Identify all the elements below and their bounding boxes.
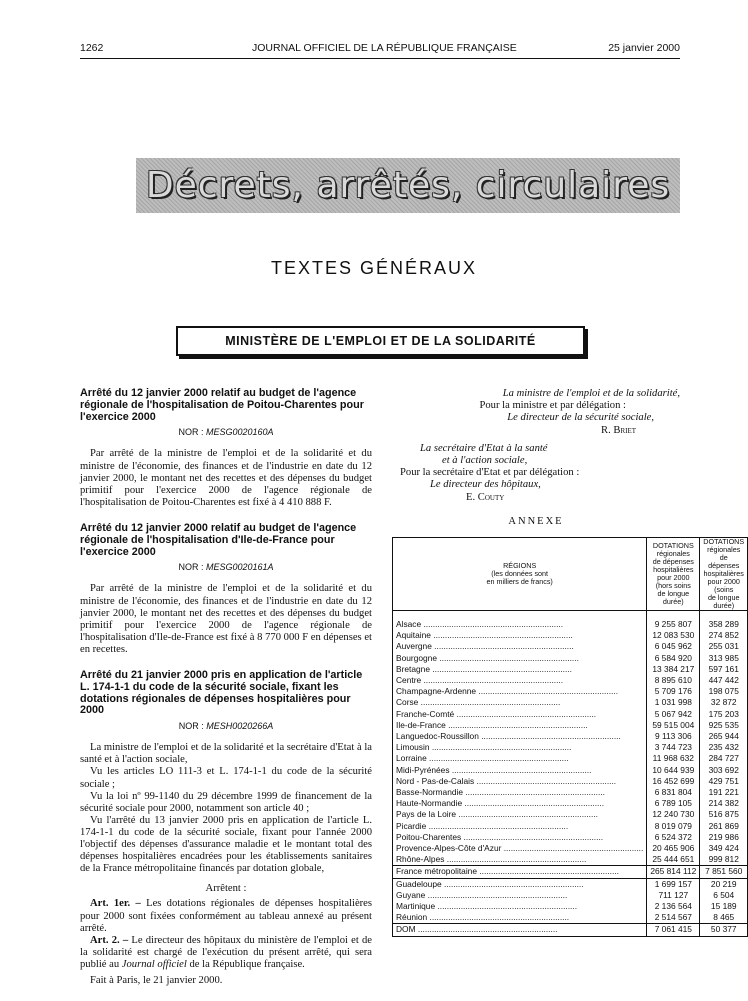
dotation-hors-sld-cell: 6 789 105 bbox=[647, 798, 700, 809]
art2-label: Art. 2. – bbox=[90, 934, 129, 946]
region-cell: Lorraine ............................................................ bbox=[393, 753, 647, 764]
issue-date: 25 janvier 2000 bbox=[608, 42, 680, 54]
article-2 bbox=[80, 523, 372, 656]
done-at: Fait à Paris, le 21 janvier 2000. bbox=[90, 974, 223, 986]
region-cell: Poitou-Charentes ............................................................ bbox=[393, 832, 647, 843]
signature-block-2 bbox=[392, 443, 680, 504]
dotation-hors-sld-cell: 3 744 723 bbox=[647, 742, 700, 753]
dotation-sld-cell: 255 031 bbox=[700, 641, 748, 652]
journal-ref: Journal officiel bbox=[121, 958, 187, 970]
page-header bbox=[80, 42, 680, 58]
region-cell: Réunion ............................................................ bbox=[393, 912, 647, 924]
preamble-para: La ministre de l'emploi et de la solidarité et la secrétaire d'Etat à la santé et à l'action sociale, bbox=[80, 742, 372, 766]
dotation-hors-sld-cell: 711 127 bbox=[647, 890, 700, 901]
dotation-hors-sld-cell: 6 524 372 bbox=[647, 832, 700, 843]
dotation-hors-sld-cell: 2 136 564 bbox=[647, 901, 700, 912]
dotation-sld-cell: 219 986 bbox=[700, 832, 748, 843]
article-body: Par arrêté de la ministre de l'emploi et de la solidarité et du ministre de l'économie, des finances et de l'industrie en date du 12 janvier 2000, le montant net des recettes et des dépenses du budget primitif pour l'exercice 2000 de l'agence régionale de l'hospitalisation d'Ile-de-France est fixé à 8 770 000 F en dépenses et en recettes. bbox=[80, 583, 372, 655]
dotation-sld-cell: 20 219 bbox=[700, 878, 748, 890]
table-row bbox=[393, 854, 748, 866]
dotation-sld-cell: 191 221 bbox=[700, 787, 748, 798]
dotation-sld-cell: 265 944 bbox=[700, 731, 748, 742]
signature-block-1 bbox=[392, 388, 680, 437]
region-cell: Languedoc-Roussillon ............................................................ bbox=[393, 731, 647, 742]
dotation-hors-sld-cell: 1 031 998 bbox=[647, 697, 700, 708]
table-row bbox=[393, 890, 748, 901]
table-row bbox=[393, 641, 748, 652]
region-cell: Centre ............................................................ bbox=[393, 675, 647, 686]
region-cell: DOM ............................................................ bbox=[393, 924, 647, 936]
table-row bbox=[393, 809, 748, 820]
total-row-dom bbox=[393, 924, 748, 936]
dotation-sld-cell: 8 465 bbox=[700, 912, 748, 924]
region-cell: Basse-Normandie ............................................................ bbox=[393, 787, 647, 798]
right-column bbox=[392, 388, 680, 528]
dotation-hors-sld-cell: 12 083 530 bbox=[647, 630, 700, 641]
dotation-sld-cell: 303 692 bbox=[700, 765, 748, 776]
article-body: Par arrêté de la ministre de l'emploi et de la solidarité et du ministre de l'économie, des finances et de l'industrie en date du 12 janvier 2000, le montant net des recettes et des dépenses du budget primitif pour l'exercice 2000 de l'agence régionale de l'hospitalisation de Poitou-Charentes est fixé à 4 410 888 F. bbox=[80, 448, 372, 508]
director-title: Le directeur des hôpitaux, bbox=[430, 479, 541, 491]
signatory-name: R. Briet bbox=[601, 424, 636, 436]
table-row bbox=[393, 664, 748, 675]
table-row bbox=[393, 821, 748, 832]
article-1-para: Art. 1er. – Les dotations régionales de dépenses hospitalières pour 2000 sont fixées conformément au tableau annexé au présent arrêté. bbox=[80, 898, 373, 934]
signatory-title: La ministre de l'emploi et de la solidarité, bbox=[502, 388, 680, 399]
dotation-sld-cell: 597 161 bbox=[700, 664, 748, 675]
table-row bbox=[393, 787, 748, 798]
table-row bbox=[393, 798, 748, 809]
table-row bbox=[393, 731, 748, 742]
visa-para: Vu la loi nº 99-1140 du 29 décembre 1999 de financement de la sécurité sociale pour 2000, notamment son article 40 ; bbox=[80, 790, 372, 814]
dotation-hors-sld-cell: 9 113 306 bbox=[647, 731, 700, 742]
table-row bbox=[393, 697, 748, 708]
article-3 bbox=[80, 670, 372, 987]
dotation-sld-cell: 198 075 bbox=[700, 686, 748, 697]
table-row bbox=[393, 720, 748, 731]
dotation-sld-cell: 7 851 560 bbox=[700, 866, 748, 878]
arretent: Arrêtent : bbox=[205, 883, 247, 895]
dotation-sld-cell: 214 382 bbox=[700, 798, 748, 809]
header-rule bbox=[80, 58, 680, 59]
table-row bbox=[393, 765, 748, 776]
dotation-sld-cell: 429 751 bbox=[700, 776, 748, 787]
dotation-hors-sld-cell: 6 045 962 bbox=[647, 641, 700, 652]
dotation-sld-cell: 32 872 bbox=[700, 697, 748, 708]
region-cell: Ile-de-France ............................................................ bbox=[393, 720, 647, 731]
dotation-sld-cell: 274 852 bbox=[700, 630, 748, 641]
nor-reference: NOR : MESG0020160A bbox=[178, 427, 274, 438]
dotation-hors-sld-cell: 265 814 112 bbox=[647, 866, 700, 878]
nor-code: MESH0020266A bbox=[206, 721, 274, 732]
table-row bbox=[393, 742, 748, 753]
delegation: Pour la secrétaire d'Etat et par délégation : bbox=[400, 467, 580, 479]
dotation-hors-sld-cell: 59 515 004 bbox=[647, 720, 700, 731]
dotation-hors-sld-cell: 25 444 651 bbox=[647, 854, 700, 866]
spacer-cell bbox=[393, 611, 647, 620]
dotation-hors-sld-cell: 5 067 942 bbox=[647, 709, 700, 720]
region-cell: Corse ............................................................ bbox=[393, 697, 647, 708]
nor-reference: NOR : MESG0020161A bbox=[178, 562, 274, 573]
region-cell: Picardie ............................................................ bbox=[393, 821, 647, 832]
spacer-cell bbox=[700, 611, 748, 620]
signatory-title-2: et à l'action sociale, bbox=[442, 455, 528, 467]
dotation-hors-sld-cell: 5 709 176 bbox=[647, 686, 700, 697]
table-row bbox=[393, 753, 748, 764]
region-cell: Franche-Comté ............................................................ bbox=[393, 709, 647, 720]
spacer-cell bbox=[647, 611, 700, 620]
dotation-sld-cell: 358 289 bbox=[700, 619, 748, 630]
header-dotation-hors-sld: DOTATIONS régionales de dépenses hospitalières pour 2000 (hors soins de longue durée) bbox=[647, 538, 700, 611]
dotation-hors-sld-cell: 6 831 804 bbox=[647, 787, 700, 798]
article-title: Arrêté du 12 janvier 2000 relatif au budget de l'agence régionale de l'hospitalisation d'Ile-de-France pour l'exercice 2000 bbox=[80, 521, 357, 558]
table-row bbox=[393, 619, 748, 630]
region-cell: Alsace ............................................................ bbox=[393, 619, 647, 630]
ministry-box bbox=[176, 326, 585, 356]
delegation: Pour la ministre et par délégation : bbox=[479, 400, 626, 412]
total-row-metropole bbox=[393, 866, 748, 878]
table-row bbox=[393, 912, 748, 924]
nor-reference: NOR : MESH0020266A bbox=[178, 721, 274, 732]
dotation-sld-cell: 313 985 bbox=[700, 653, 748, 664]
signatory-name: E. Couty bbox=[466, 491, 505, 503]
dotation-hors-sld-cell: 13 384 217 bbox=[647, 664, 700, 675]
region-cell: Martinique ............................................................ bbox=[393, 901, 647, 912]
dotation-hors-sld-cell: 9 255 807 bbox=[647, 619, 700, 630]
annexe-title: ANNEXE bbox=[508, 515, 564, 527]
dotation-sld-cell: 447 442 bbox=[700, 675, 748, 686]
region-cell: France métropolitaine ............................................................ bbox=[393, 866, 647, 878]
header-dotation-sld: DOTATIONS régionales de dépenses hospitalières pour 2000 (soins de longue durée) bbox=[700, 538, 748, 611]
annexe-body bbox=[393, 611, 748, 937]
table-row bbox=[393, 878, 748, 890]
dotation-hors-sld-cell: 16 452 699 bbox=[647, 776, 700, 787]
dotation-sld-cell: 15 189 bbox=[700, 901, 748, 912]
banner-title: Décrets, arrêtés, circulaires bbox=[145, 165, 671, 206]
dotation-hors-sld-cell: 8 895 610 bbox=[647, 675, 700, 686]
region-cell: Bretagne ............................................................ bbox=[393, 664, 647, 675]
section-banner bbox=[136, 158, 680, 213]
dotation-hors-sld-cell: 20 465 906 bbox=[647, 843, 700, 854]
dotation-hors-sld-cell: 2 514 567 bbox=[647, 912, 700, 924]
article-title: Arrêté du 21 janvier 2000 pris en application de l'article L. 174-1-1 du code de la sécurité sociale, fixant les dotations régionales de dépenses hospitalières pour 2000 bbox=[80, 669, 363, 717]
table-row bbox=[393, 630, 748, 641]
left-column bbox=[80, 388, 372, 1001]
nor-code: MESG0020160A bbox=[205, 427, 274, 438]
dotation-hors-sld-cell: 10 644 939 bbox=[647, 765, 700, 776]
article-1 bbox=[80, 388, 372, 509]
visa-para: Vu les articles LO 111-3 et L. 174-1-1 du code de la sécurité sociale ; bbox=[80, 766, 372, 790]
dotation-hors-sld-cell: 1 699 157 bbox=[647, 878, 700, 890]
table-row bbox=[393, 843, 748, 854]
dotation-sld-cell: 261 869 bbox=[700, 821, 748, 832]
dotation-sld-cell: 175 203 bbox=[700, 709, 748, 720]
table-row bbox=[393, 686, 748, 697]
table-header-row bbox=[393, 538, 748, 611]
table-row bbox=[393, 901, 748, 912]
region-cell: Guyane ............................................................ bbox=[393, 890, 647, 901]
header-region: RÉGIONS (les données sont en milliers de francs) bbox=[393, 538, 647, 611]
page-number: 1262 bbox=[80, 42, 104, 54]
table-row bbox=[393, 709, 748, 720]
dotation-sld-cell: 999 812 bbox=[700, 854, 748, 866]
table-row bbox=[393, 832, 748, 843]
annexe-table bbox=[392, 537, 748, 937]
region-cell: Auvergne ............................................................ bbox=[393, 641, 647, 652]
journal-title: JOURNAL OFFICIEL DE LA RÉPUBLIQUE FRANÇAISE bbox=[252, 42, 517, 54]
section-title: TEXTES GÉNÉRAUX bbox=[270, 258, 478, 278]
signatory-title: La secrétaire d'Etat à la santé bbox=[420, 442, 548, 454]
dotation-sld-cell: 349 424 bbox=[700, 843, 748, 854]
region-cell: Haute-Normandie ............................................................ bbox=[393, 798, 647, 809]
region-cell: Rhône-Alpes ............................................................ bbox=[393, 854, 647, 866]
dotation-hors-sld-cell: 8 019 079 bbox=[647, 821, 700, 832]
region-cell: Champagne-Ardenne ............................................................ bbox=[393, 686, 647, 697]
ministry-name: MINISTÈRE DE L'EMPLOI ET DE LA SOLIDARITÉ bbox=[225, 334, 536, 348]
dotation-hors-sld-cell: 12 240 730 bbox=[647, 809, 700, 820]
region-cell: Guadeloupe ............................................................ bbox=[393, 878, 647, 890]
region-cell: Nord - Pas-de-Calais ............................................................ bbox=[393, 776, 647, 787]
dotation-sld-cell: 50 377 bbox=[700, 924, 748, 936]
dotation-sld-cell: 284 727 bbox=[700, 753, 748, 764]
visa-para: Vu l'arrêté du 13 janvier 2000 pris en application de l'article L. 174-1-1 du code de la sécurité sociale, fixant pour l'année 2000 l'objectif des dépenses d'assurance maladie et le montant total des dépenses hospitalières encadrées pour les établissements sanitaires de la France métropolitaine financés par dotation globale, bbox=[80, 814, 372, 875]
spacer-row bbox=[393, 611, 748, 620]
table-row bbox=[393, 653, 748, 664]
director-title: Le directeur de la sécurité sociale, bbox=[507, 412, 654, 424]
dotation-hors-sld-cell: 7 061 415 bbox=[647, 924, 700, 936]
region-cell: Bourgogne ............................................................ bbox=[393, 653, 647, 664]
dotation-sld-cell: 516 875 bbox=[700, 809, 748, 820]
table-row bbox=[393, 776, 748, 787]
dotation-sld-cell: 925 535 bbox=[700, 720, 748, 731]
region-cell: Aquitaine ............................................................ bbox=[393, 630, 647, 641]
dotation-hors-sld-cell: 11 968 632 bbox=[647, 753, 700, 764]
article-title: Arrêté du 12 janvier 2000 relatif au budget de l'agence régionale de l'hospitalisation de Poitou-Charentes pour l'exercice 2000 bbox=[80, 387, 364, 423]
region-cell: Limousin ............................................................ bbox=[393, 742, 647, 753]
nor-code: MESG0020161A bbox=[205, 562, 274, 573]
dotation-hors-sld-cell: 6 584 920 bbox=[647, 653, 700, 664]
table-row bbox=[393, 675, 748, 686]
region-cell: Midi-Pyrénées ............................................................ bbox=[393, 765, 647, 776]
region-cell: Provence-Alpes-Côte d'Azur ............................................................ bbox=[393, 843, 647, 854]
region-cell: Pays de la Loire ............................................................ bbox=[393, 809, 647, 820]
art1-label: Art. 1er. – bbox=[90, 898, 141, 910]
dotation-sld-cell: 235 432 bbox=[700, 742, 748, 753]
dotation-sld-cell: 6 504 bbox=[700, 890, 748, 901]
article-2-para: Art. 2. – Le directeur des hôpitaux du ministère de l'emploi et de la solidarité est chargé de l'exécution du présent arrêté, qui sera publié au Journal officiel de la République française. bbox=[80, 934, 373, 970]
